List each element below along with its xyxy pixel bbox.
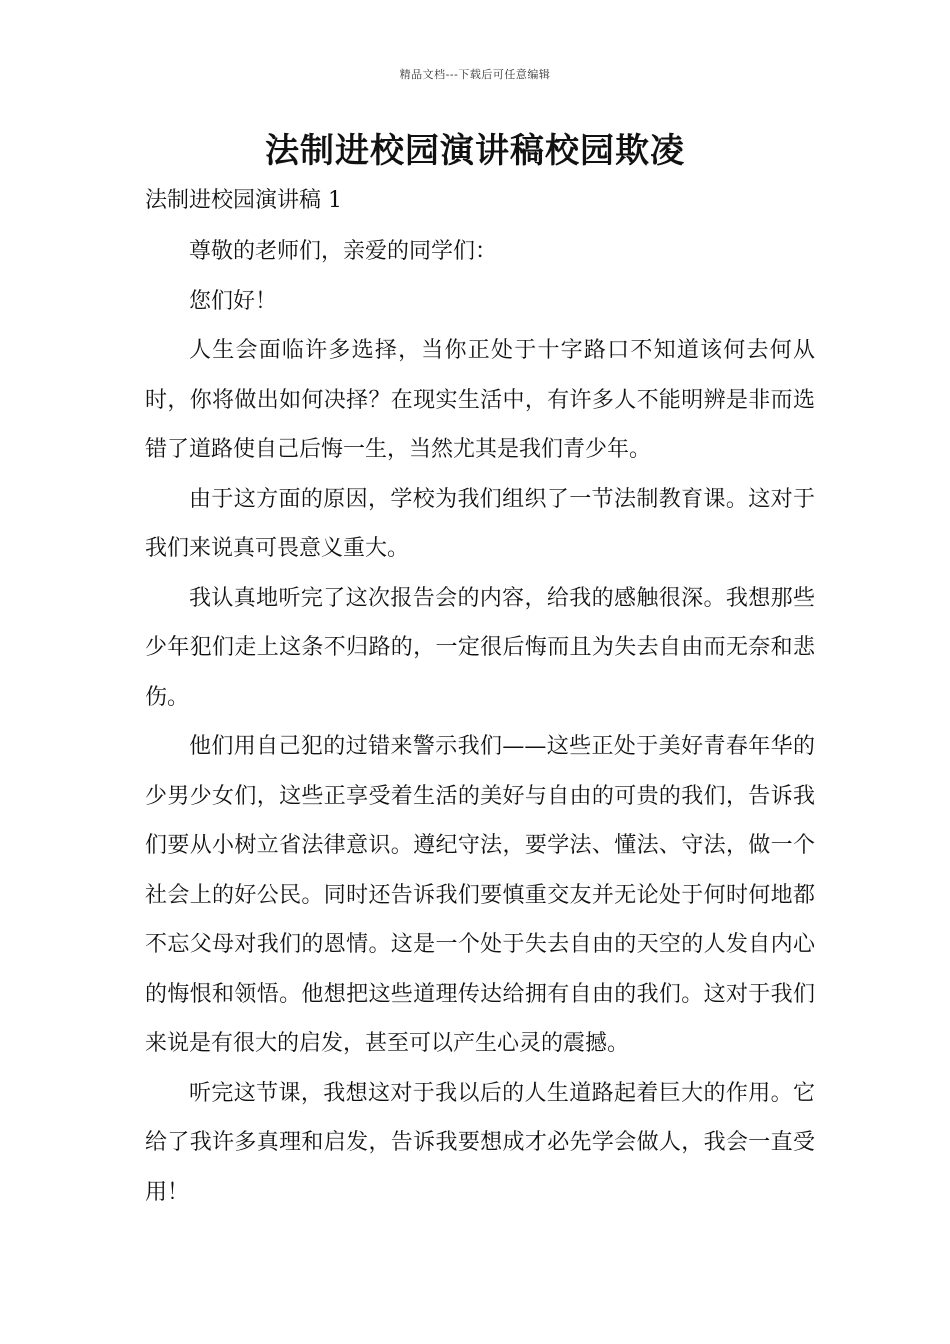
document-title: 法制进校园演讲稿校园欺凌 bbox=[265, 131, 685, 171]
document-body bbox=[145, 178, 815, 1217]
paragraph-greeting: 尊敬的老师们，亲爱的同学们： bbox=[189, 239, 498, 264]
paragraph-choices: 人生会面临许多选择，当你正处于十字路口不知道该何去何从时，你将做出如何决择？在现实生活中，有许多人不能明辨是非而选错了道路使自己后悔一生，当然尤其是我们青少年。 bbox=[145, 338, 815, 462]
header-note: 精品文档---下载后可任意编辑 bbox=[399, 68, 551, 81]
section-subtitle: 法制进校园演讲稿 1 bbox=[145, 188, 342, 213]
paragraph-law-class: 由于这方面的原因，学校为我们组织了一节法制教育课。这对于我们来说真可畏意义重大。 bbox=[145, 486, 815, 561]
paragraph-conclusion: 听完这节课，我想这对于我以后的人生道路起着巨大的作用。它给了我许多真理和启发，告诉我要想成才必先学会做人，我会一直受用！ bbox=[145, 1080, 815, 1205]
paragraph-hello: 您们好！ bbox=[189, 288, 278, 314]
paragraph-warning: 他们用自己犯的过错来警示我们——这些正处于美好青春年华的少男少女们，这些正享受着生活的美好与自由的可贵的我们，告诉我们要从小树立省法律意识。遵纪守法，要学法、懂法、守法，做一个社会上的好公民。同时还告诉我们要慎重交友并无论处于何时何地都不忘父母对我们的恩情。这是一个处于失去自由的天空的人发自内心的悔恨和领悟。他想把这些道理传达给拥有自由的我们。这对于我们来说是有很大的启发，甚至可以产生心灵的震撼。 bbox=[145, 734, 815, 1056]
paragraph-feelings: 我认真地听完了这次报告会的内容，给我的感触很深。我想那些少年犯们走上这条不归路的，一定很后悔而且为失去自由而无奈和悲伤。 bbox=[145, 585, 815, 710]
